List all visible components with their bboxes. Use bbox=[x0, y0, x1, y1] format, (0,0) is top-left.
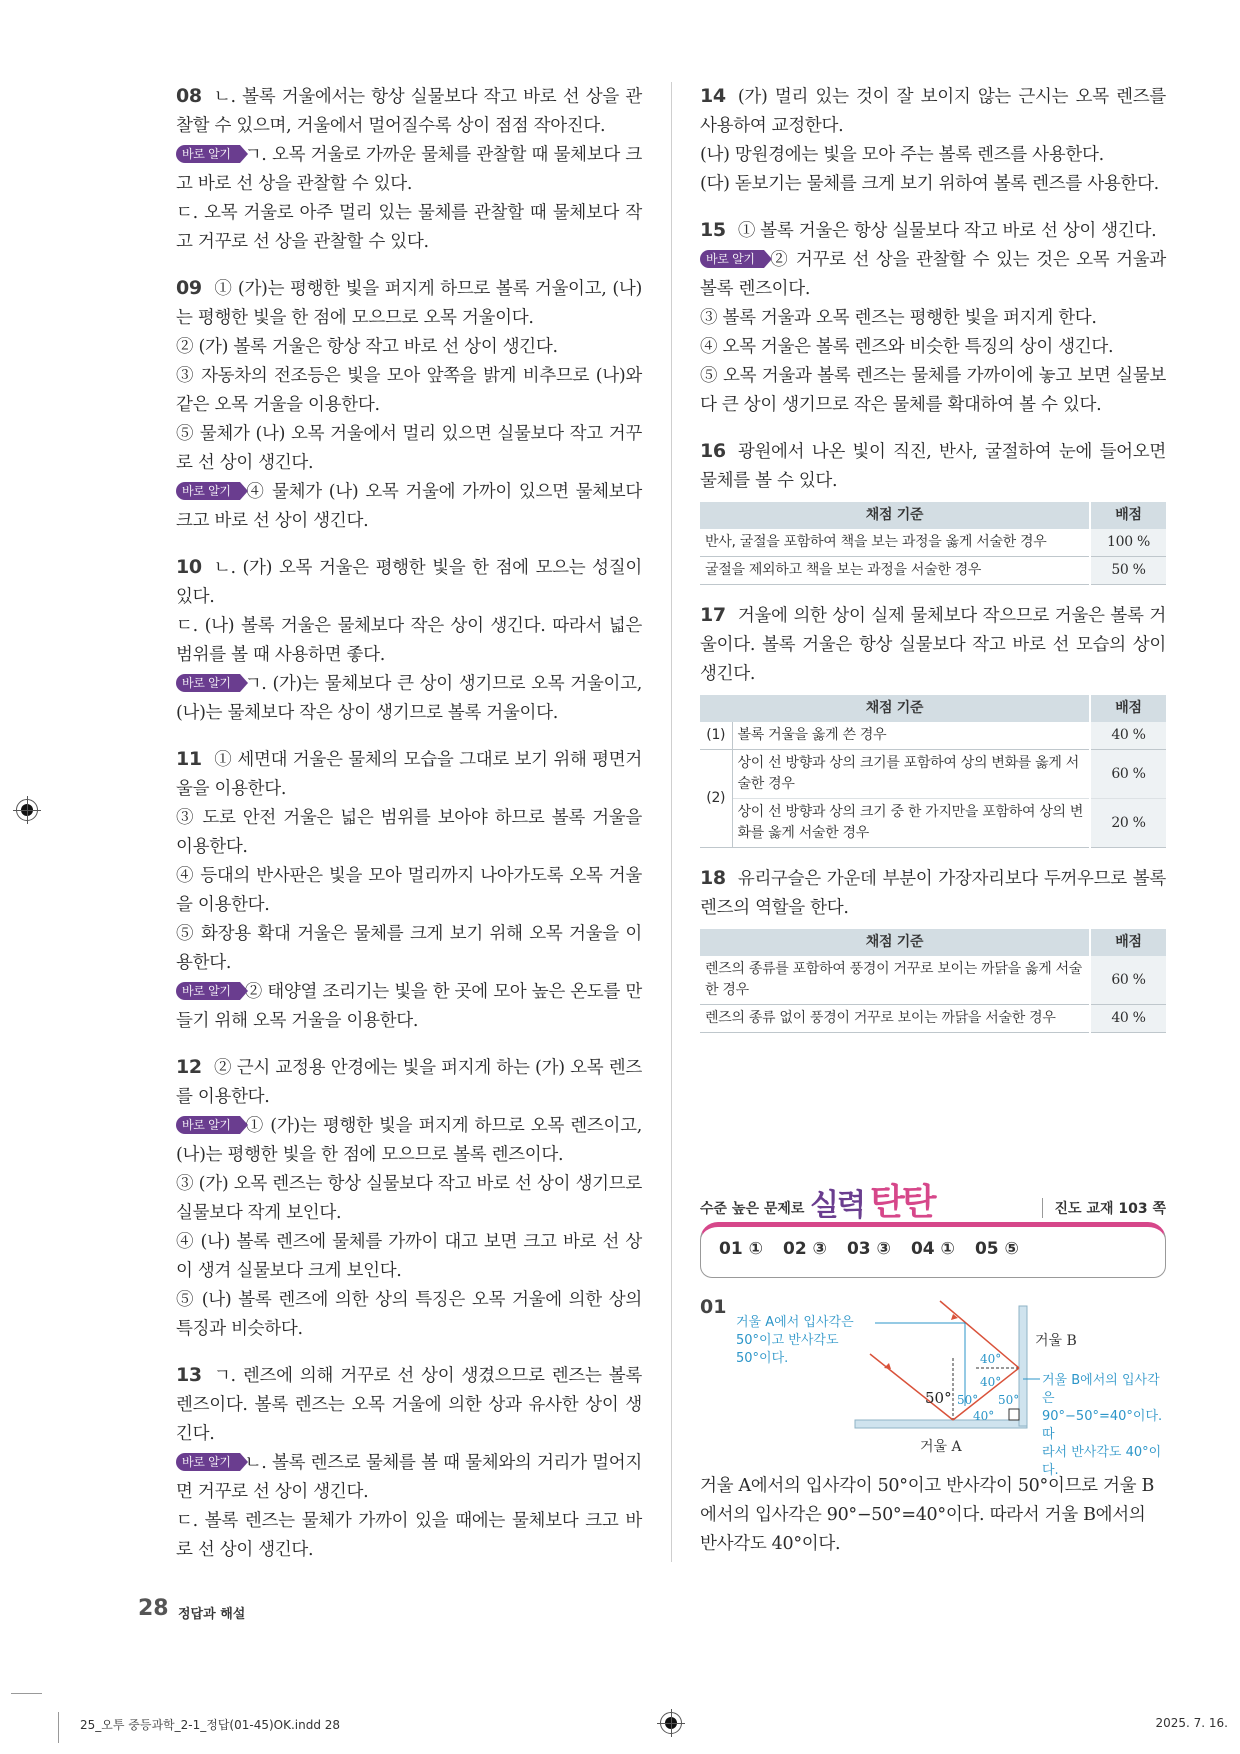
answer-key-box bbox=[700, 1222, 1166, 1278]
left-column bbox=[176, 82, 642, 1582]
answer-text: (가) 멀리 있는 것이 잘 보이지 않는 근시는 오목 렌즈를 사용하여 교정한다. bbox=[700, 87, 1166, 136]
note-mirror-b bbox=[1042, 1372, 1170, 1480]
correction-text: ② 태양열 조리기는 빛을 한 곳에 모아 높은 온도를 만들기 위해 오목 거울을 이용한다. bbox=[176, 982, 642, 1031]
mirror-a-label: 거울 A bbox=[920, 1439, 962, 1455]
answer-text: ③ 도로 안전 거울은 넓은 범위를 보아야 하므로 볼록 거울을 이용한다. bbox=[176, 808, 642, 857]
correction-text: ㄴ. 볼록 렌즈로 물체를 볼 때 물체와의 거리가 멀어지면 거꾸로 선 상이 생긴다. bbox=[176, 1453, 642, 1502]
answer-text: ⑤ 화장용 확대 거울은 물체를 크게 보기 위해 오목 거울을 이용한다. bbox=[176, 924, 642, 973]
question-number: 12 bbox=[176, 1056, 202, 1078]
correction-badge: 바로 알기 bbox=[176, 145, 240, 163]
registration-mark-icon bbox=[16, 799, 38, 821]
mirror-reflection-diagram bbox=[700, 1296, 1170, 1478]
svg-text:50°: 50° bbox=[998, 1393, 1020, 1407]
answer-text: ⑤ 물체가 (나) 오목 거울에서 멀리 있으면 실물보다 작고 거꾸로 선 상이 생긴다. bbox=[176, 424, 642, 473]
question-number: 17 bbox=[700, 604, 726, 626]
note-line: 50°이고 반사각도 bbox=[736, 1333, 839, 1348]
mirror-b-label: 거울 B bbox=[1035, 1333, 1077, 1349]
correction-text: ③ 볼록 거울과 오목 렌즈는 평행한 빛을 퍼지게 한다. bbox=[700, 308, 1097, 328]
right-column bbox=[700, 82, 1166, 1050]
answer-text: ① 볼록 거울은 항상 실물보다 작고 바로 선 상이 생긴다. bbox=[737, 221, 1157, 241]
column-divider bbox=[671, 82, 672, 1562]
points-cell: 40 % bbox=[1090, 722, 1166, 750]
correction-text: ㄱ. 오목 거울로 가까운 물체를 관찰할 때 물체보다 크고 바로 선 상을 관찰할 수 있다. bbox=[176, 145, 642, 194]
answer-text: ㄱ. 렌즈에 의해 거꾸로 선 상이 생겼으므로 렌즈는 볼록 렌즈이다. 볼록 렌즈는 오목 거울에 의한 상과 유사한 상이 생긴다. bbox=[176, 1366, 642, 1444]
question-number: 16 bbox=[700, 440, 726, 462]
page-number: 28 bbox=[138, 1596, 169, 1621]
correction-text: ① (가)는 평행한 빛을 퍼지게 하므로 오목 렌즈이고, (나)는 평행한 빛을 한 점에 모으므로 볼록 렌즈이다. bbox=[176, 1116, 642, 1165]
crop-mark bbox=[11, 1693, 42, 1694]
correction-text: ② 거꾸로 선 상을 관찰할 수 있는 것은 오목 거울과 볼록 렌즈이다. bbox=[700, 250, 1166, 299]
criteria-cell: 굴절을 제외하고 책을 보는 과정을 서술한 경우 bbox=[700, 557, 1090, 585]
correction-text: ⑤ 오목 거울과 볼록 렌즈는 물체를 가까이에 놓고 보면 실물보다 큰 상이 생기므로 작은 물체를 확대하여 볼 수 있다. bbox=[700, 366, 1166, 415]
answer-text: ③ 자동차의 전조등은 빛을 모아 앞쪽을 밝게 비추므로 (나)와 같은 오목 거울을 이용한다. bbox=[176, 366, 642, 415]
answer-text: ② (가) 볼록 거울은 항상 작고 바로 선 상이 생긴다. bbox=[176, 337, 558, 357]
svg-text:40°: 40° bbox=[980, 1352, 1002, 1366]
section-title: 정답과 해설 bbox=[178, 1607, 246, 1622]
correction-text: ⑤ (나) 볼록 렌즈에 의한 상의 특징은 오목 거울에 의한 상의 특징과 비슷하다. bbox=[176, 1290, 642, 1339]
note-line: 거울 B에서의 입사각은 bbox=[1042, 1373, 1160, 1406]
correction-badge: 바로 알기 bbox=[700, 250, 764, 268]
points-cell: 100 % bbox=[1090, 529, 1166, 557]
criteria-header: 채점 기준 bbox=[700, 929, 1090, 956]
sub-question-label: (1) bbox=[700, 722, 732, 750]
answer-item-16 bbox=[700, 437, 1166, 585]
crop-mark bbox=[58, 1712, 59, 1743]
answer-text: ① 세면대 거울은 물체의 모습을 그대로 보기 위해 평면거울을 이용한다. bbox=[176, 750, 642, 799]
table-row bbox=[700, 557, 1166, 585]
question-number: 08 bbox=[176, 85, 202, 107]
answer-key-item: 05 ⑤ bbox=[974, 1239, 1019, 1259]
scoring-table-17 bbox=[700, 695, 1166, 848]
answer-text: ㄴ. (가) 오목 거울은 평행한 빛을 한 점에 모으는 성질이 있다. bbox=[176, 558, 642, 607]
correction-text: ④ 물체가 (나) 오목 거울에 가까이 있으면 물체보다 크고 바로 선 상이 생긴다. bbox=[176, 482, 642, 531]
question-number: 11 bbox=[176, 748, 202, 770]
answer-text: ㄷ. (나) 볼록 거울은 물체보다 작은 상이 생긴다. 따라서 넓은 범위를 볼 때 사용하면 좋다. bbox=[176, 616, 642, 665]
question-number: 13 bbox=[176, 1364, 202, 1386]
answer-text: ④ 등대의 반사판은 빛을 모아 멀리까지 나아가도록 오목 거울을 이용한다. bbox=[176, 866, 642, 915]
note-line: 거울 A에서 입사각은 bbox=[736, 1315, 854, 1330]
answer-text: ① (가)는 평행한 빛을 퍼지게 하므로 볼록 거울이고, (나)는 평행한 빛을 한 점에 모으므로 오목 거울이다. bbox=[176, 279, 642, 328]
answer-item-10 bbox=[176, 553, 642, 728]
table-row bbox=[700, 956, 1166, 1005]
correction-text: ③ (가) 오목 렌즈는 항상 실물보다 작고 바로 선 상이 생기므로 실물보다 작게 보인다. bbox=[176, 1174, 642, 1223]
answer-key-item: 01 ① bbox=[719, 1239, 763, 1259]
table-row bbox=[700, 722, 1166, 750]
textbook-page-reference: 진도 교재 103 쪽 bbox=[1042, 1198, 1166, 1218]
answer-key-item: 03 ③ bbox=[846, 1239, 891, 1259]
points-header: 배점 bbox=[1090, 929, 1166, 956]
table-row bbox=[700, 799, 1166, 848]
criteria-cell: 렌즈의 종류 없이 풍경이 거꾸로 보이는 까닭을 서술한 경우 bbox=[700, 1005, 1090, 1033]
points-cell: 60 % bbox=[1090, 956, 1166, 1005]
points-cell: 20 % bbox=[1090, 799, 1166, 848]
svg-text:40°: 40° bbox=[973, 1409, 995, 1423]
registration-mark-icon bbox=[660, 1712, 682, 1734]
correction-badge: 바로 알기 bbox=[176, 982, 240, 1000]
scoring-table-16 bbox=[700, 502, 1166, 585]
question-number: 10 bbox=[176, 556, 202, 578]
table-row bbox=[700, 750, 1166, 799]
criteria-header: 채점 기준 bbox=[700, 695, 1090, 722]
answer-item-11 bbox=[176, 745, 642, 1036]
question-number: 01 bbox=[700, 1296, 727, 1318]
answer-text: (나) 망원경에는 빛을 모아 주는 볼록 렌즈를 사용한다. bbox=[700, 145, 1104, 165]
question-number: 09 bbox=[176, 277, 202, 299]
scoring-table-18 bbox=[700, 929, 1166, 1033]
note-mirror-a bbox=[736, 1314, 854, 1368]
answer-item-14 bbox=[700, 82, 1166, 199]
correction-text: ㄷ. 볼록 렌즈는 물체가 가까이 있을 때에는 물체보다 크고 바로 선 상이 생긴다. bbox=[176, 1511, 642, 1560]
answer-item-09 bbox=[176, 274, 642, 536]
skill-title-part1: 실력 bbox=[810, 1188, 864, 1223]
answer-text: ② 근시 교정용 안경에는 빛을 퍼지게 하는 (가) 오목 렌즈를 이용한다. bbox=[176, 1058, 642, 1107]
correction-text: ④ (나) 볼록 렌즈에 물체를 가까이 대고 보면 크고 바로 선 상이 생겨 실물보다 크게 보인다. bbox=[176, 1232, 642, 1281]
points-cell: 50 % bbox=[1090, 557, 1166, 585]
file-slug: 25_오투 중등과학_2-1_정답(01-45)OK.indd 28 bbox=[80, 1718, 341, 1732]
note-line: 50°이다. bbox=[736, 1351, 789, 1366]
points-cell: 40 % bbox=[1090, 1005, 1166, 1033]
skill-subtitle: 수준 높은 문제로 bbox=[700, 1201, 805, 1217]
points-header: 배점 bbox=[1090, 502, 1166, 529]
points-cell: 60 % bbox=[1090, 750, 1166, 799]
svg-text:50°: 50° bbox=[957, 1393, 979, 1407]
criteria-cell: 볼록 거울을 옳게 쓴 경우 bbox=[732, 722, 1090, 750]
answer-item-15 bbox=[700, 216, 1166, 420]
print-date: 2025. 7. 16. bbox=[1155, 1716, 1228, 1730]
answer-item-08 bbox=[176, 82, 642, 257]
criteria-cell: 상이 선 방향과 상의 크기 중 한 가지만을 포함하여 상의 변화를 옳게 서술한 경우 bbox=[732, 799, 1090, 848]
answer-text: 거울에 의한 상이 실제 물체보다 작으므로 거울은 볼록 거울이다. 볼록 거울은 항상 실물보다 작고 바로 선 모습의 상이 생긴다. bbox=[700, 606, 1166, 684]
correction-text: ④ 오목 거울은 볼록 렌즈와 비슷한 특징의 상이 생긴다. bbox=[700, 337, 1114, 357]
answer-text: 광원에서 나온 빛이 직진, 반사, 굴절하여 눈에 들어오면 물체를 볼 수 있다. bbox=[700, 442, 1166, 491]
svg-text:40°: 40° bbox=[980, 1375, 1002, 1389]
points-header: 배점 bbox=[1090, 695, 1166, 722]
answer-item-17 bbox=[700, 601, 1166, 848]
answer-text: ㄴ. 볼록 거울에서는 항상 실물보다 작고 바로 선 상을 관찰할 수 있으며, 거울에서 멀어질수록 상이 점점 작아진다. bbox=[176, 87, 642, 136]
table-row bbox=[700, 1005, 1166, 1033]
question-number: 15 bbox=[700, 219, 726, 241]
answer-text: (다) 돋보기는 물체를 크게 보기 위하여 볼록 렌즈를 사용한다. bbox=[700, 174, 1159, 194]
explanation-01: 거울 A에서의 입사각이 50°이고 반사각이 50°이므로 거울 B에서의 입사각은 90°−50°=40°이다. 따라서 거울 B에서의 반사각도 40°이다. bbox=[700, 1476, 1155, 1554]
answer-key-list bbox=[719, 1239, 1019, 1259]
skill-section-header bbox=[700, 1180, 1166, 1223]
table-row bbox=[700, 529, 1166, 557]
criteria-cell: 렌즈의 종류를 포함하여 풍경이 거꾸로 보이는 까닭을 옳게 서술한 경우 bbox=[700, 956, 1090, 1005]
criteria-cell: 반사, 굴절을 포함하여 책을 보는 과정을 옳게 서술한 경우 bbox=[700, 529, 1090, 557]
answer-item-18 bbox=[700, 864, 1166, 1033]
correction-badge: 바로 알기 bbox=[176, 482, 240, 500]
answer-item-13 bbox=[176, 1361, 642, 1565]
question-number: 18 bbox=[700, 867, 726, 889]
correction-badge: 바로 알기 bbox=[176, 674, 240, 692]
correction-text: ㄷ. 오목 거울로 아주 멀리 있는 물체를 관찰할 때 물체보다 작고 거꾸로 선 상을 관찰할 수 있다. bbox=[176, 203, 642, 252]
answer-text: 유리구슬은 가운데 부분이 가장자리보다 두꺼우므로 볼록 렌즈의 역할을 한다. bbox=[700, 869, 1166, 918]
correction-badge: 바로 알기 bbox=[176, 1453, 240, 1471]
sub-question-label: (2) bbox=[700, 750, 732, 848]
note-line: 라서 반사각도 40°이다. bbox=[1042, 1445, 1162, 1478]
criteria-header: 채점 기준 bbox=[700, 502, 1090, 529]
skill-title-part2: 탄탄 bbox=[870, 1182, 934, 1223]
answer-key-item: 04 ① bbox=[910, 1239, 955, 1259]
correction-text: ㄱ. (가)는 물체보다 큰 상이 생기므로 오목 거울이고, (나)는 물체보다 작은 상이 생기므로 볼록 거울이다. bbox=[176, 674, 642, 723]
correction-badge: 바로 알기 bbox=[176, 1116, 240, 1134]
answer-item-12 bbox=[176, 1053, 642, 1344]
note-line: 90°−50°=40°이다. 따 bbox=[1042, 1409, 1163, 1442]
question-number: 14 bbox=[700, 85, 726, 107]
criteria-cell: 상이 선 방향과 상의 크기를 포함하여 상의 변화를 옳게 서술한 경우 bbox=[732, 750, 1090, 799]
answer-key-item: 02 ③ bbox=[782, 1239, 827, 1259]
angle-label: 50° bbox=[925, 1389, 952, 1407]
